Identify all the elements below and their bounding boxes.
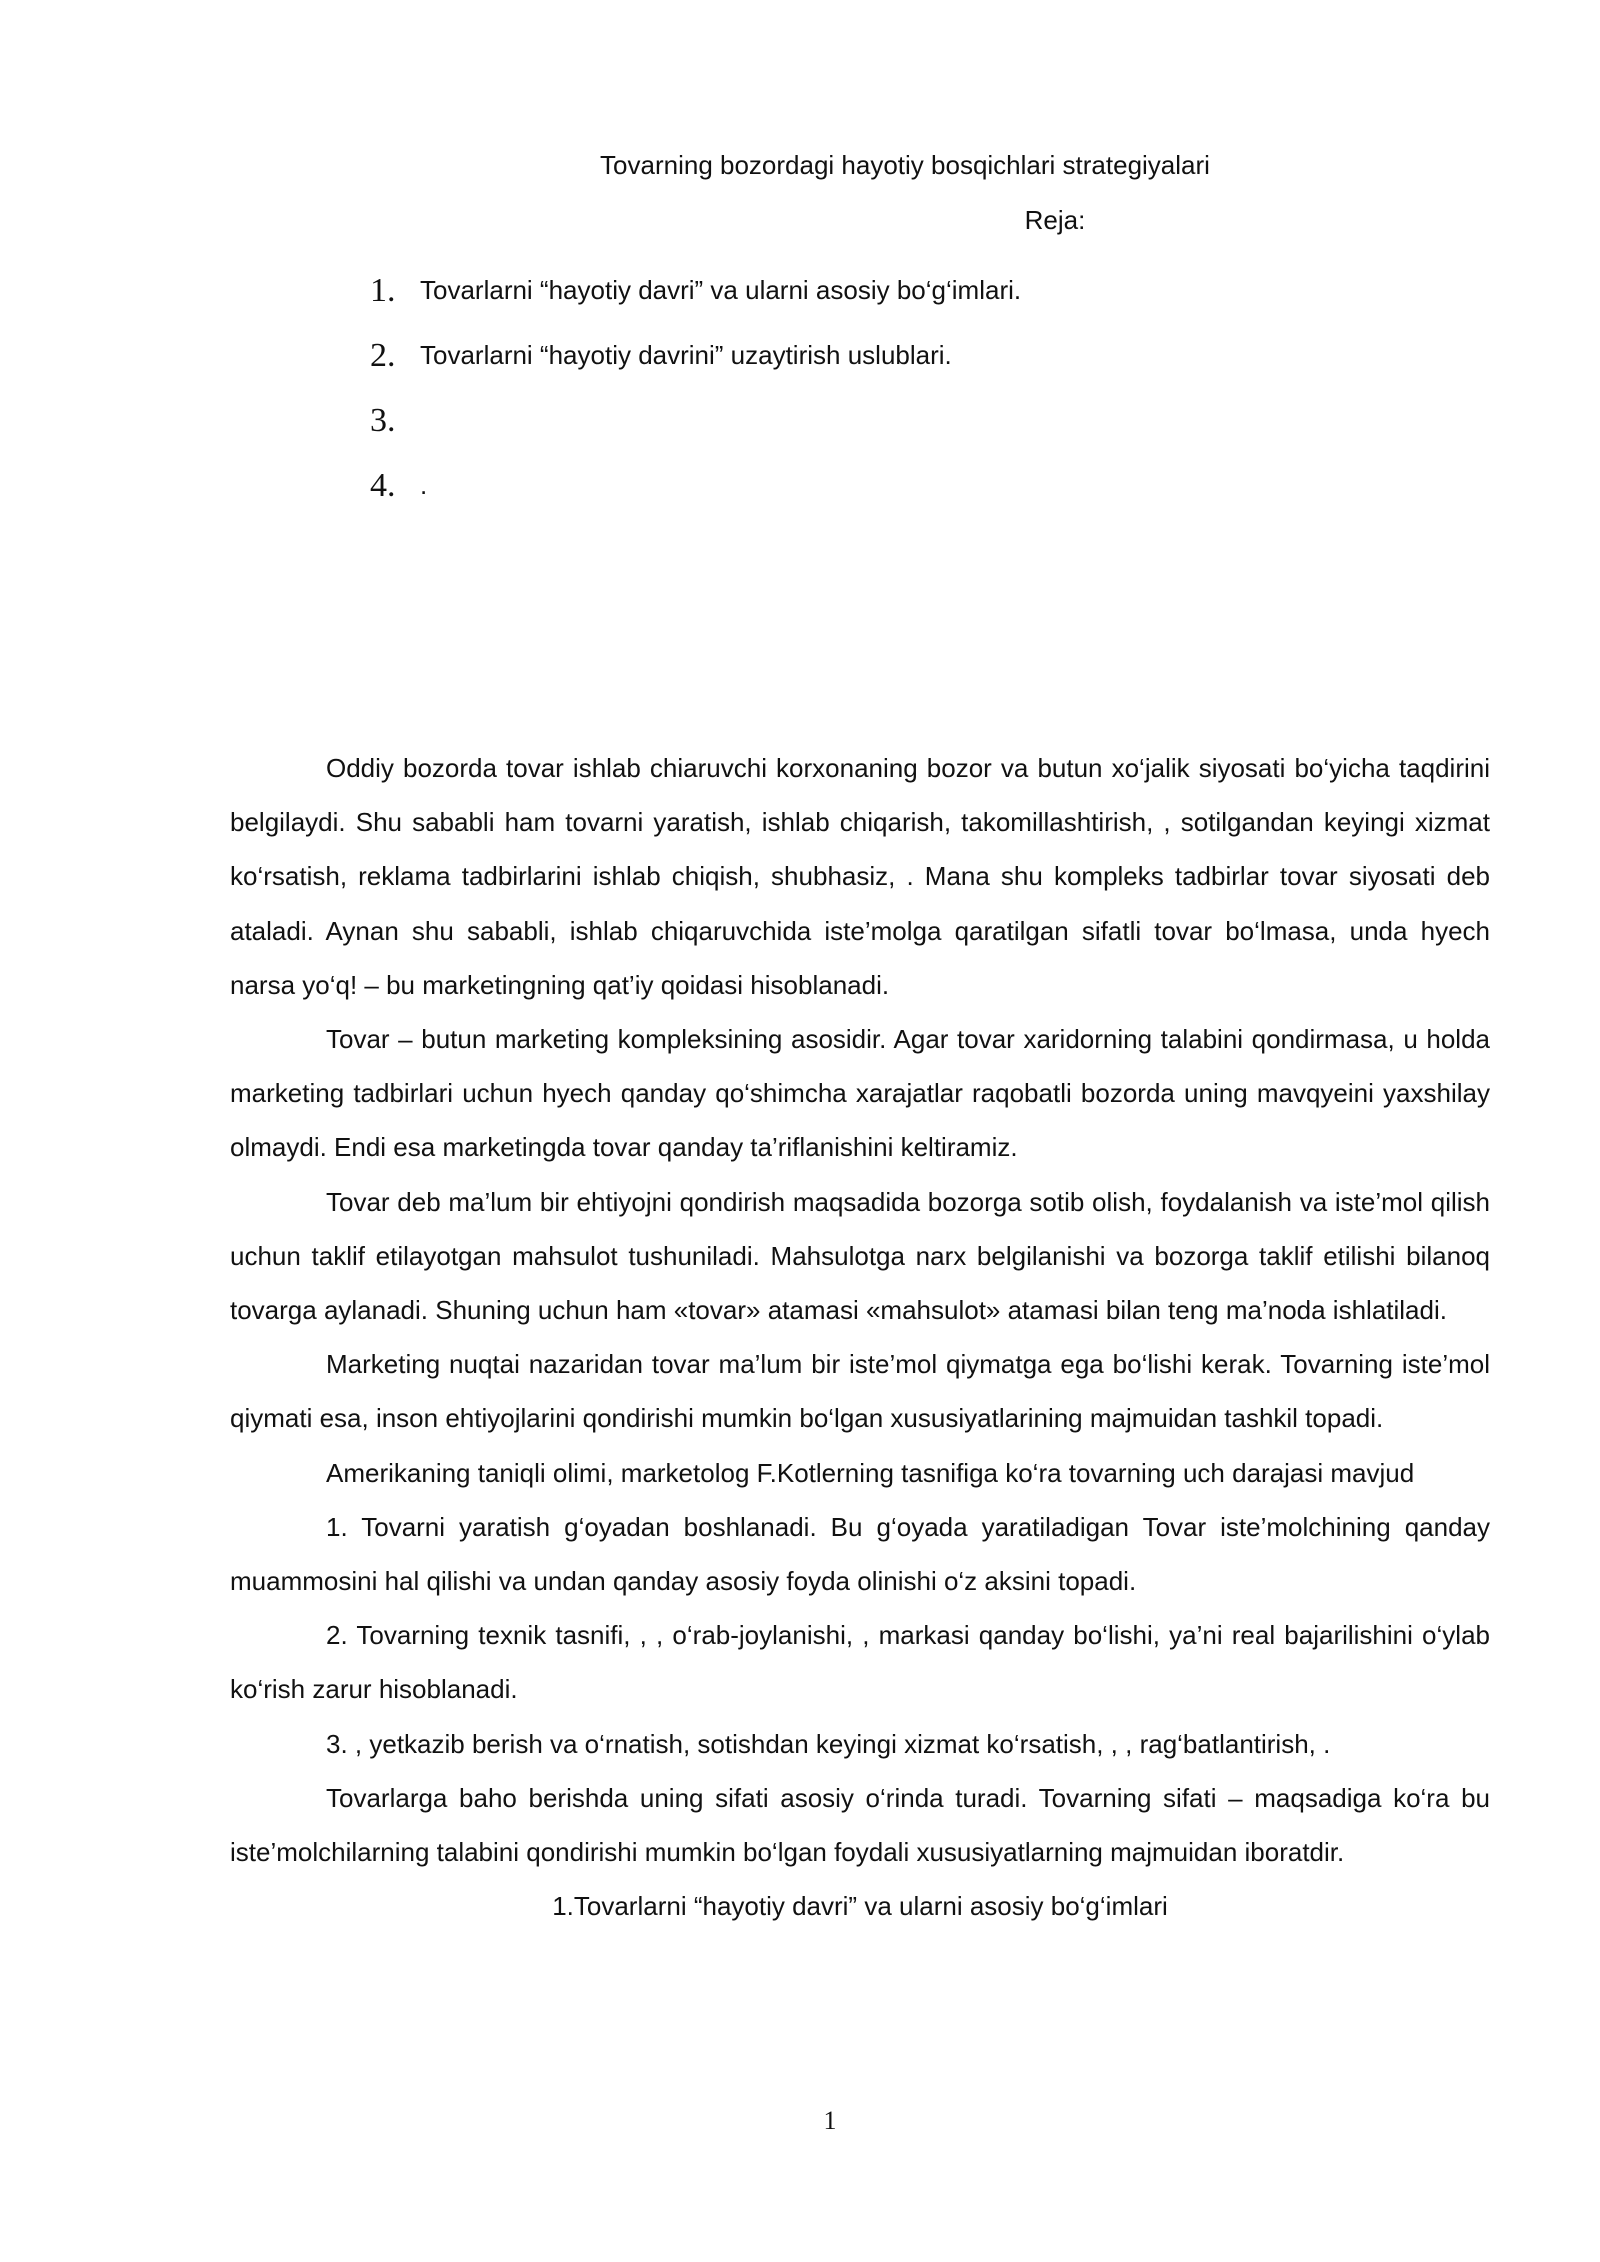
plan-item [370,323,1470,388]
plan-item-number: 1. [370,271,396,309]
body-paragraph: Tovarlarga baho berishda uning sifati asosiy o‘rinda turadi. Tovarning sifati – maqsadiga ko‘ra bu iste’molchilarning talabini qondirishi mumkin bo‘lgan foydali xususiyatlarning majmuidan iboratdir. [230,1782,1490,1868]
plan-item [370,388,1470,453]
plan-item [370,453,1470,518]
body-text [230,741,1490,1933]
plan-list [370,258,1470,518]
plan-item-text: Tovarlarni “hayotiy davrini” uzaytirish uslublari. [420,340,952,370]
plan-item-text: Tovarlarni “hayotiy davri” va ularni asosiy bo‘g‘imlari. [420,275,1022,305]
body-paragraph: Marketing nuqtai nazaridan tovar ma’lum bir iste’mol qiymatga ega bo‘lishi kerak. Tovarning iste’mol qiymati esa, inson ehtiyojlarini qondirishi mumkin bo‘lgan xususiyatlarining majmuidan tashkil topadi. [230,1349,1490,1434]
plan-item-number: 2. [370,336,396,374]
plan-item [370,258,1470,323]
plan-heading: Reja: [1024,205,1086,235]
section-heading: 1.Tovarlarni “hayotiy davri” va ularni asosiy bo‘g‘imlari [552,1891,1168,1922]
body-paragraph: 2. Tovarning texnik tasnifi, , , o‘rab-joylanishi, , markasi qanday bo‘lishi, ya’ni real bajarilishini o‘ylab ko‘rish zarur hisoblanadi. [230,1620,1490,1705]
page-number: 1 [823,2106,837,2135]
plan-item-number: 4. [370,466,396,504]
body-paragraph: Tovar deb ma’lum bir ehtiyojni qondirish maqsadida bozorga sotib olish, foydalanish va iste’mol qilish uchun taklif etilayotgan mahsulot tushuniladi. Mahsulotga narx belgilanishi va bozorga taklif etilishi bilanoq tovarga aylanadi. Shuning uchun ham «tovar» atamasi «mahsulot» atamasi bilan teng ma’noda ishlatiladi. [230,1186,1490,1326]
body-paragraph: 1. Tovarni yaratish g‘oyadan boshlanadi. Bu g‘oyada yaratiladigan Tovar iste’molchining qanday muammosini hal qilishi va undan qanday asosiy foyda olinishi o‘z aksini topadi. [230,1511,1490,1597]
document-title: Tovarning bozordagi hayotiy bosqichlari strategiyalari [600,150,1210,180]
plan-item-text: . [420,470,428,500]
body-paragraph: Amerikaning taniqli olimi, marketolog F.Kotlerning tasnifiga ko‘ra tovarning uch darajasi mavjud [326,1457,1415,1488]
body-paragraph: Oddiy bozorda tovar ishlab chiaruvchi korxonaning bozor va butun xo‘jalik siyosati bo‘yicha taqdirini belgilaydi. Shu sababli ham tovarni yaratish, ishlab chiqarish, takomillashtirish, , sotilgandan keyingi xizmat ko‘rsatish, reklama tadbirlarini ishlab chiqish, shubhasiz, . Mana shu kompleks tadbirlar tovar siyosati deb ataladi. Aynan shu sababli, ishlab chiqaruvchida iste’molga qaratilgan sifatli tovar bo‘lmasa, unda hyech narsa yo‘q! – bu marketingning qat’iy qoidasi hisoblanadi. [230,753,1490,1000]
body-paragraph: 3. , yetkazib berish va o‘rnatish, sotishdan keyingi xizmat ko‘rsatish, , , rag‘batlantirish, . [326,1728,1331,1759]
body-paragraph: Tovar – butun marketing kompleksining asosidir. Agar tovar xaridorning talabini qondirmasa, u holda marketing tadbirlari uchun hyech qanday qo‘shimcha xarajatlar raqobatli bozorda uning mavqyeini yaxshilay olmaydi. Endi esa marketingda tovar qanday ta’riflanishini keltiramiz. [230,1024,1490,1163]
plan-item-number: 3. [370,401,396,439]
